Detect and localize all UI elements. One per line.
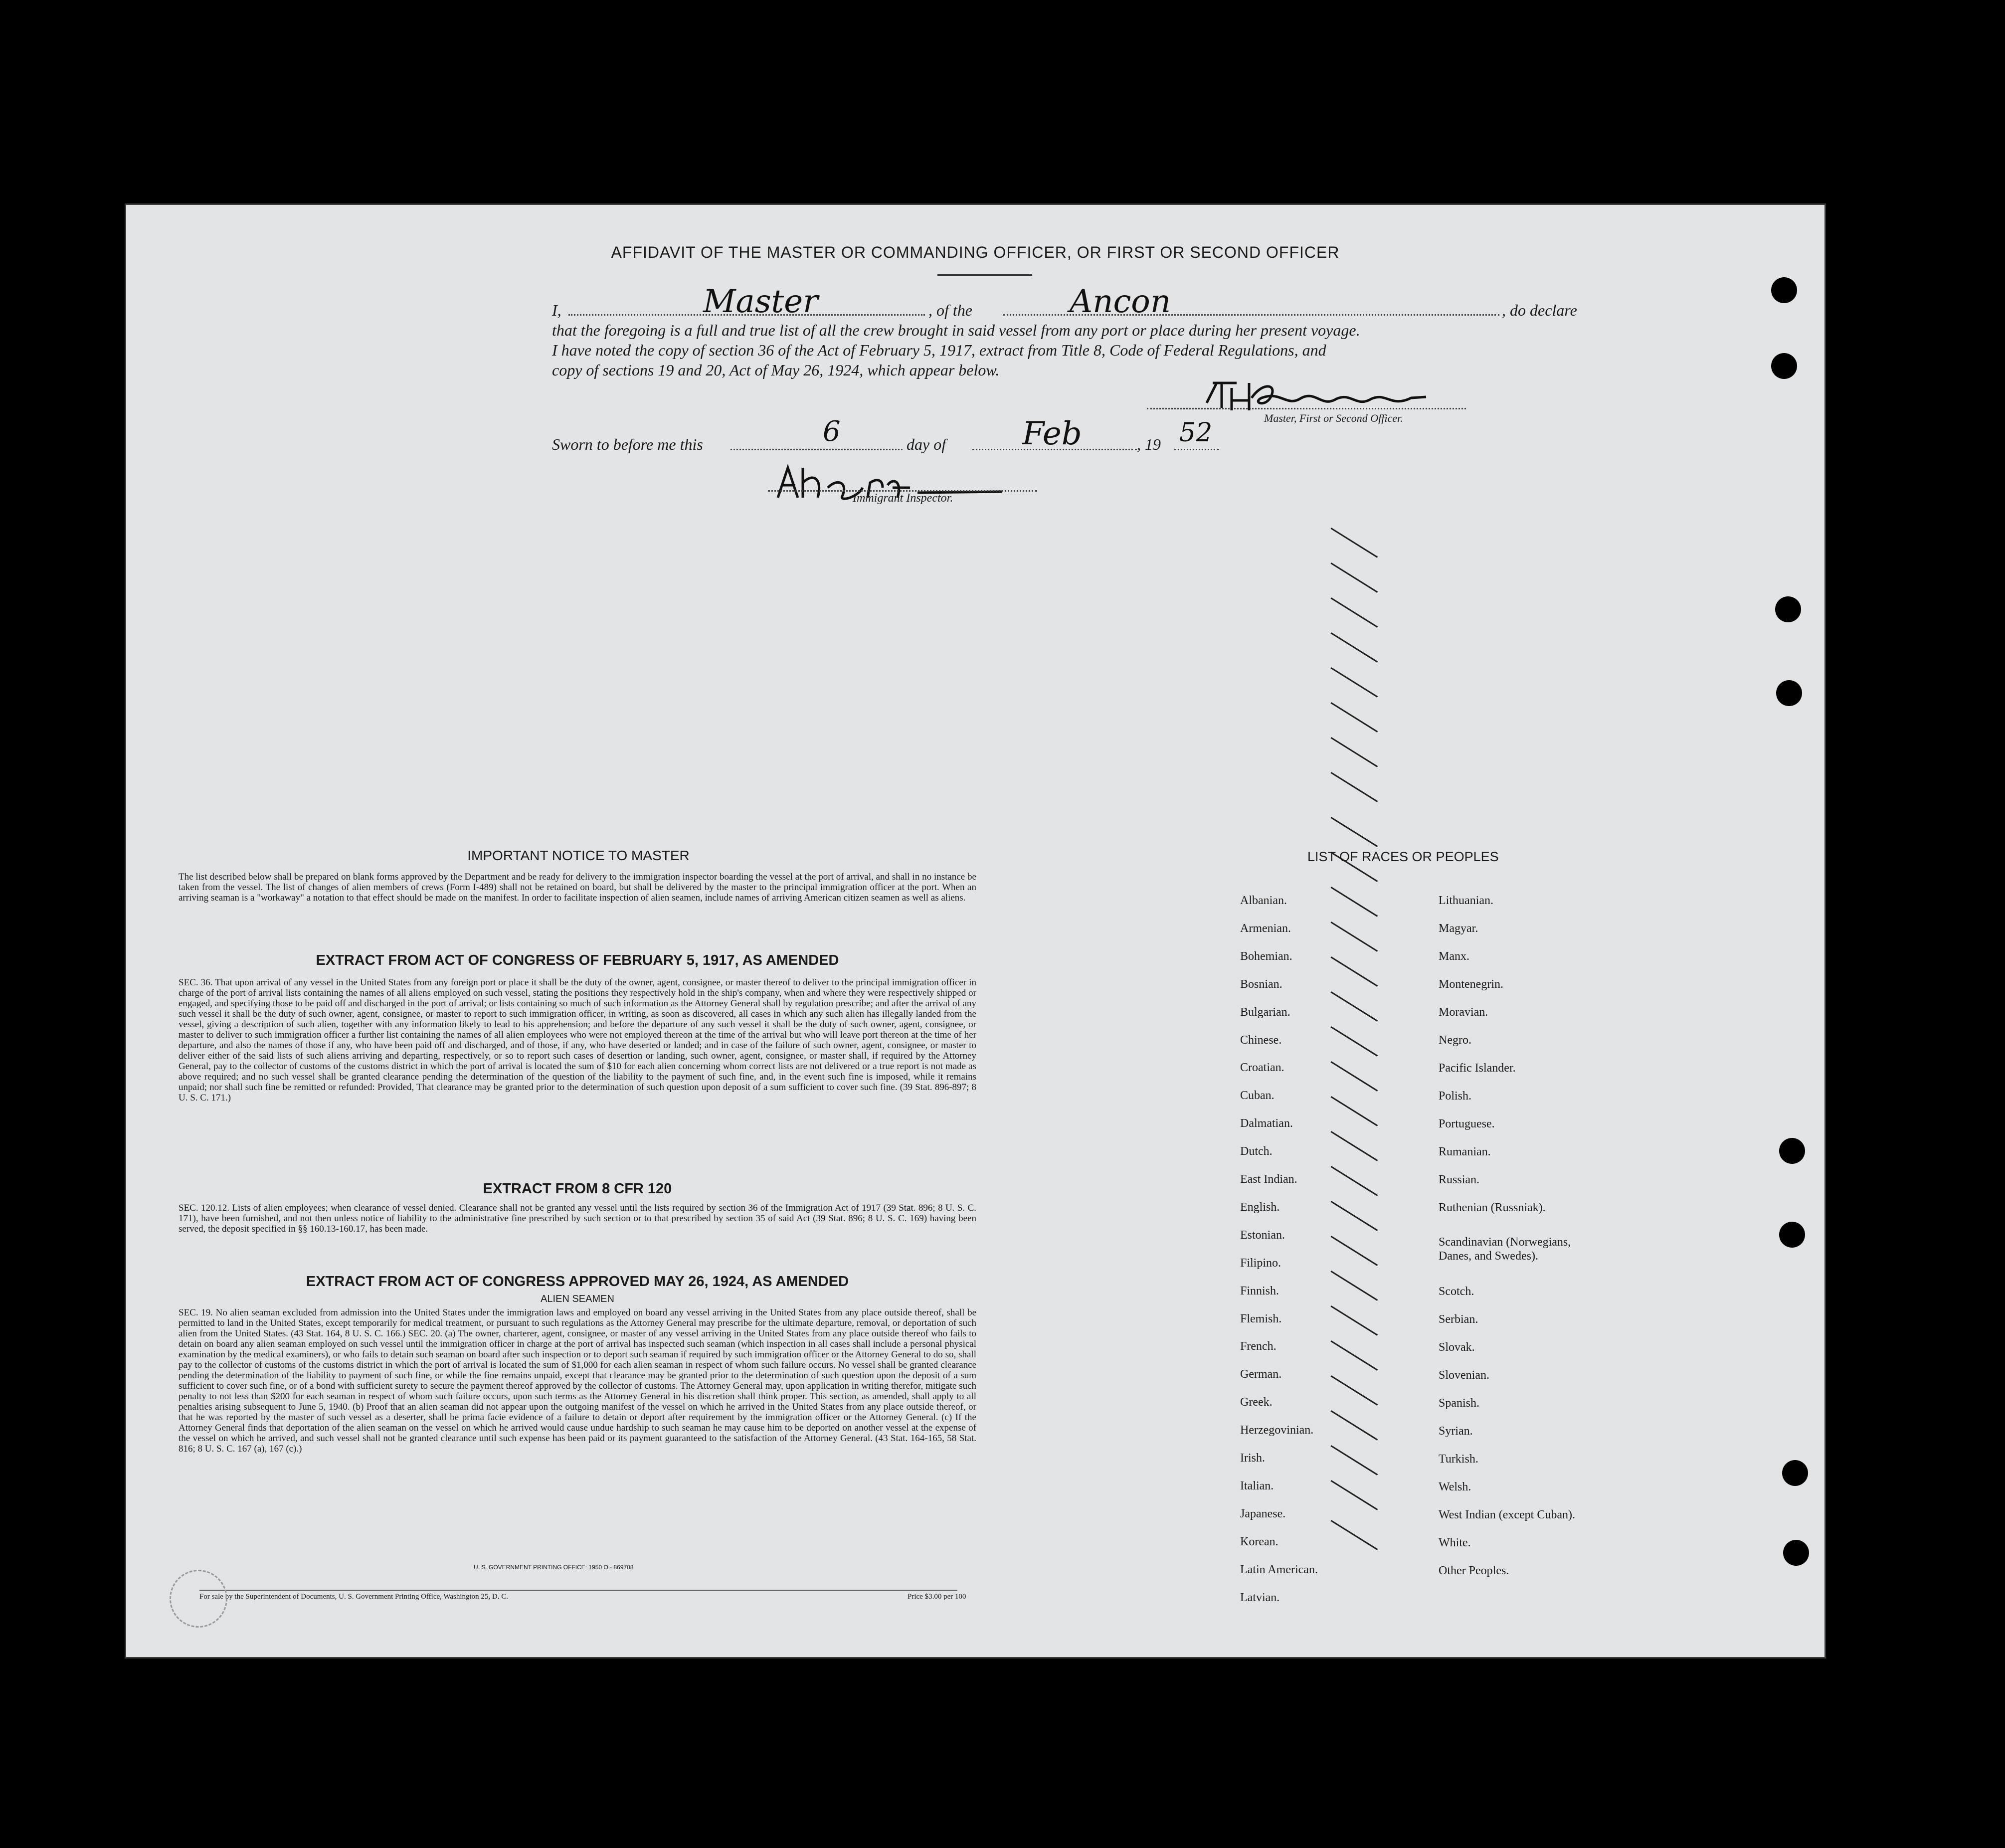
race-right-item: Spanish. — [1439, 1397, 1480, 1410]
race-right-item: Russian. — [1439, 1173, 1480, 1186]
handwritten-vessel: Ancon — [1070, 283, 1171, 320]
race-right-item: Slovenian. — [1439, 1369, 1489, 1382]
pencil-slash — [1330, 667, 1378, 698]
pencil-slash — [1330, 1410, 1378, 1441]
year-blank — [1174, 449, 1219, 450]
race-left-item: Albanian. — [1240, 894, 1287, 907]
affidavit-title: AFFIDAVIT OF THE MASTER OR COMMANDING OFFICER, OR FIRST OR SECOND OFFICER — [611, 243, 1340, 261]
race-right-item: Manx. — [1439, 950, 1469, 963]
pencil-slash — [1330, 817, 1378, 847]
notice-title: IMPORTANT NOTICE TO MASTER — [467, 848, 690, 863]
extract-1917-title: EXTRACT FROM ACT OF CONGRESS OF FEBRUARY 5, 1917, AS AMENDED — [316, 952, 839, 968]
sworn-day-of: day of — [907, 435, 946, 453]
extract-1924-title: EXTRACT FROM ACT OF CONGRESS APPROVED MAY 26, 1924, AS AMENDED — [306, 1274, 849, 1290]
pencil-slash — [1330, 1096, 1378, 1126]
race-right-item: West Indian (except Cuban). — [1439, 1508, 1575, 1521]
pencil-slash — [1330, 956, 1378, 987]
manifest-page — [125, 203, 1826, 1659]
race-left-item: Herzegovinian. — [1240, 1424, 1314, 1437]
race-right-item: White. — [1439, 1536, 1471, 1549]
binder-hole-3 — [1775, 596, 1801, 622]
race-right-item: Syrian. — [1439, 1425, 1473, 1438]
race-right-item: Other Peoples. — [1439, 1564, 1509, 1577]
sworn-prefix: Sworn to before me this — [552, 435, 703, 453]
pencil-slash — [1330, 1480, 1378, 1510]
binder-hole-8 — [1783, 1540, 1809, 1566]
decl-line-2: that the foregoing is a full and true list of all the crew brought in said vessel from any port or place during her present voyage. — [552, 321, 1360, 339]
race-right-item: Montenegrin. — [1439, 978, 1503, 991]
race-right-item: Lithuanian. — [1439, 894, 1493, 907]
pencil-slash — [1330, 1131, 1378, 1161]
sworn-year-prefix: , 19 — [1137, 435, 1161, 453]
extract-1924-body: SEC. 19. No alien seaman excluded from admission into the United States under the immigration laws and employed on board any vessel arriving in the United States from any place outside thereof, shall be permitted to land in the United States, except temporarily for medical treatment, or pursuant to such regulations as the Attorney General may prescribe for the ultimate departure, removal, or deportation of such alien from the United States. (43 Stat. 164, 8 U. S. C. 166.) SEC. 20. (a) The owner, charterer, agent, consignee, or master of any vessel arriving in the United States from any place outside thereof who fails to detain on board any alien seaman employed on such vessel until the immigration officer in charge at the port of arrival has inspected such seaman (which inspection in all cases shall include a personal physical examination by the medical examiners), or who fails to detain such seaman on board after such inspection or to deport such seaman if required by such immigration officer or the Attorney General to do so, shall pay to the collector of customs of the customs district in which the port of arrival is located the sum of $1,000 for each alien seaman in respect of whom such failure occurs. No vessel shall be granted clearance pending the determination of the liability to payment of such fine, or while the fine remains unpaid, except that clearance may be granted prior to the determination of such question upon the deposit of a sum sufficient to cover such fine, or of a bond with sufficient surety to secure the payment thereof approved by the collector of customs. The Attorney General may, upon application in writing therefor, mitigate such penalty to not less than $200 for each seaman in respect of whom such failure occurs, upon such terms as the Attorney General in his discretion shall think proper. This section, as amended, shall apply to all penalties arising subsequent to June 5, 1940. (b) Proof that an alien seaman did not appear upon the outgoing manifest of the vessel on which he arrived in the United States from any place outside thereof, or that he was reported by the master of such vessel as a deserter, shall be prima facie evidence of a failure to detain or deport after requirement by the immigration officer or the Attorney General. (c) If the Attorney General finds that deportation of the alien seaman on the vessel on which he arrived would cause undue hardship to such seaman he may cause him to be deported on another vessel at the expense of the vessel on which he arrived, and such vessel shall not be granted clearance until such expense has been paid or its payment guaranteed to the satisfaction of the Attorney General. (43 Stat. 164-165, 58 Stat. 816; 8 U. S. C. 167 (a), 167 (c).) — [179, 1307, 976, 1454]
pencil-slash — [1330, 887, 1378, 917]
pencil-slash — [1330, 1520, 1378, 1550]
pencil-slash — [1330, 597, 1378, 628]
race-right-item: Negro. — [1439, 1034, 1471, 1047]
pencil-slash — [1330, 1026, 1378, 1057]
pencil-slash — [1330, 1236, 1378, 1266]
decl-i: I, — [552, 301, 561, 319]
race-right-item: Polish. — [1439, 1090, 1472, 1103]
pencil-slash — [1330, 991, 1378, 1022]
extract-8cfr-title: EXTRACT FROM 8 CFR 120 — [483, 1181, 672, 1197]
race-left-item: Japanese. — [1240, 1507, 1286, 1520]
decl-of-the: , of the — [928, 301, 972, 319]
pencil-slash — [1330, 1201, 1378, 1231]
race-left-item: Estonian. — [1240, 1228, 1285, 1242]
binder-hole-7 — [1782, 1460, 1808, 1486]
notice-body: The list described below shall be prepared on blank forms approved by the Department and be ready for delivery to the immigration inspector boarding the vessel at the port of arrival, and shall in no instance be taken from the vessel. The list of changes of alien members of crews (Form I-489) shall not be retained on board, but shall be delivered by the master to the principal immigration officer at the port. When an arriving seaman is a "workaway" a notation to that effect should be made on the manifest. In order to facilitate inspection of alien seamen, include names of arriving American citizen seamen as well as aliens. — [179, 872, 976, 903]
race-left-item: German. — [1240, 1368, 1282, 1381]
customs-stamp — [170, 1570, 227, 1628]
race-right-item: Slovak. — [1439, 1341, 1475, 1354]
race-right-item: Portuguese. — [1439, 1117, 1495, 1130]
race-left-item: English. — [1240, 1200, 1280, 1214]
decl-line-3: I have noted the copy of section 36 of the Act of February 5, 1917, extract from Title 8, Code of Federal Regulations, and — [552, 341, 1326, 359]
race-left-item: Filipino. — [1240, 1256, 1281, 1270]
binder-hole-6 — [1779, 1222, 1805, 1248]
binder-hole-2 — [1771, 353, 1797, 379]
pencil-slash — [1330, 1340, 1378, 1371]
pencil-slash — [1330, 772, 1378, 802]
signature-caption: Master, First or Second Officer. — [1264, 412, 1403, 424]
race-right-item: Ruthenian (Russniak). — [1439, 1201, 1546, 1214]
pencil-slash — [1330, 632, 1378, 663]
inspector-caption: Immigrant Inspector. — [853, 492, 953, 505]
printing-office-line: U. S. GOVERNMENT PRINTING OFFICE: 1950 O - 869708 — [474, 1564, 634, 1571]
pencil-slash — [1330, 1375, 1378, 1406]
race-right-item: Pacific Islander. — [1439, 1062, 1516, 1075]
race-left-item: Bohemian. — [1240, 949, 1292, 963]
race-left-item: Dutch. — [1240, 1145, 1273, 1158]
day-blank — [730, 449, 903, 450]
pencil-slash — [1330, 1445, 1378, 1476]
race-right-item: Danes, and Swedes). — [1439, 1250, 1538, 1263]
pencil-slash — [1330, 737, 1378, 767]
race-left-item: East Indian. — [1240, 1173, 1297, 1186]
decl-line-4: copy of sections 19 and 20, Act of May 26, 1924, which appear below. — [552, 361, 1000, 379]
race-left-item: Bosnian. — [1240, 977, 1282, 991]
handwritten-year: 52 — [1179, 418, 1213, 448]
pencil-slash — [1330, 528, 1378, 558]
race-right-item: Magyar. — [1439, 922, 1478, 935]
race-right-item: Serbian. — [1439, 1313, 1478, 1326]
pencil-slash — [1330, 562, 1378, 593]
race-left-item: Armenian. — [1240, 922, 1291, 935]
handwritten-rank: Master — [703, 283, 818, 320]
pencil-slash — [1330, 922, 1378, 952]
race-left-item: Korean. — [1240, 1535, 1278, 1548]
race-right-item: Welsh. — [1439, 1480, 1471, 1493]
footer-sale: For sale by the Superintendent of Documents, U. S. Government Printing Office, Washington 25, D. C. — [199, 1593, 508, 1601]
decl-do-declare: , do declare — [1502, 301, 1577, 319]
footer-price: Price $3.00 per 100 — [908, 1593, 966, 1601]
race-left-item: Croatian. — [1240, 1061, 1284, 1075]
extract-1917-body: SEC. 36. That upon arrival of any vessel in the United States from any foreign port or place it shall be the duty of the owner, agent, consignee, or master thereof to deliver to the principal immigration officer in charge of the port of arrival lists containing the names of all aliens employed on such vessel, stating the positions they respectively hold in the ship's company, when and where they were respectively shipped or engaged, and specifying those to be paid off and discharged in the port of arrival; or lists containing so much of such information as the Attorney General shall by regulation prescribe; and after the arrival of any such vessel it shall be the duty of such owner, agent, consignee, or master to report to such immigration officer, in writing, as soon as discovered, all cases in which any such alien has illegally landed from the vessel, giving a description of such alien, together with any information likely to lead to his apprehension; and before the departure of any such vessel it shall be the duty of such owner, agent, consignee, or master to deliver to such immigration officer a further list containing the names of all alien employees who were not employed thereon at the time of the arrival but who will leave port thereon at the time of her departure, and also the names of those if any, who have been paid off and discharged, and of those, if any, who have deserted or landed; and in case of the failure of such owner, agent, consignee, or master to deliver either of the said lists of such aliens arriving and departing, respectively, or so to report such cases of desertion or landing, such owner, agent, consignee, or master shall, if required by the Attorney General, pay to the collector of customs of the customs district in which the port of arrival is located the sum of $10 for each alien concerning whom correct lists are not delivered or a true report is not made as above required; and no such vessel shall be granted clearance pending the determination of the question of the liability to the payment of such fine, and, in the event such fine is imposed, while it remains unpaid; nor shall such fine be remitted or refunded: Provided, That clearance may be granted prior to the determination of such question upon deposit of a sum sufficient to cover such fine. (39 Stat. 896-897; 8 U. S. C. 171.) — [179, 977, 976, 1103]
race-left-item: Latvian. — [1240, 1591, 1280, 1604]
race-right-item: Turkish. — [1439, 1453, 1478, 1466]
binder-hole-5 — [1779, 1138, 1805, 1164]
title-rule — [937, 274, 1032, 276]
pencil-slash — [1330, 1166, 1378, 1196]
race-left-item: Greek. — [1240, 1396, 1273, 1409]
race-right-item: Moravian. — [1439, 1006, 1488, 1019]
extract-8cfr-body: SEC. 120.12. Lists of alien employees; when clearance of vessel denied. Clearance shall not be granted any vessel until the lists required by section 36 of the Immigration Act of 1917 (39 Stat. 896; 8 U. S. C. 171), have been furnished, and not then unless notice of liability to the administrative fine prescribed by such section or to that prescribed by section 35 of said Act (39 Stat. 896; 8 U. S. C. 169) having been served, the deposit specified in §§ 160.13-160.17, has been made. — [179, 1203, 976, 1234]
race-left-item: Bulgarian. — [1240, 1005, 1290, 1019]
race-left-item: Cuban. — [1240, 1089, 1275, 1103]
master-signature — [1202, 368, 1431, 418]
pencil-slash — [1330, 1271, 1378, 1301]
binder-hole-1 — [1771, 277, 1797, 303]
footer-rule — [199, 1590, 957, 1591]
race-left-item: Dalmatian. — [1240, 1117, 1293, 1130]
race-left-item: Latin American. — [1240, 1563, 1318, 1576]
pencil-slash — [1330, 702, 1378, 733]
race-left-item: Irish. — [1240, 1452, 1265, 1465]
race-right-item: Scandinavian (Norwegians, — [1439, 1236, 1571, 1249]
race-left-item: Finnish. — [1240, 1284, 1279, 1297]
race-left-item: French. — [1240, 1340, 1276, 1353]
extract-1924-subtitle: ALIEN SEAMEN — [541, 1294, 614, 1304]
races-title: LIST OF RACES OR PEOPLES — [1307, 849, 1499, 864]
handwritten-month: Feb — [1022, 415, 1082, 452]
race-left-item: Flemish. — [1240, 1312, 1282, 1325]
handwritten-day: 6 — [823, 415, 841, 448]
race-left-item: Chinese. — [1240, 1033, 1282, 1047]
binder-hole-4 — [1776, 680, 1802, 706]
race-left-item: Italian. — [1240, 1479, 1274, 1492]
race-right-item: Scotch. — [1439, 1285, 1474, 1298]
pencil-slash — [1330, 1061, 1378, 1092]
pencil-slash — [1330, 1305, 1378, 1336]
race-right-item: Rumanian. — [1439, 1145, 1491, 1158]
